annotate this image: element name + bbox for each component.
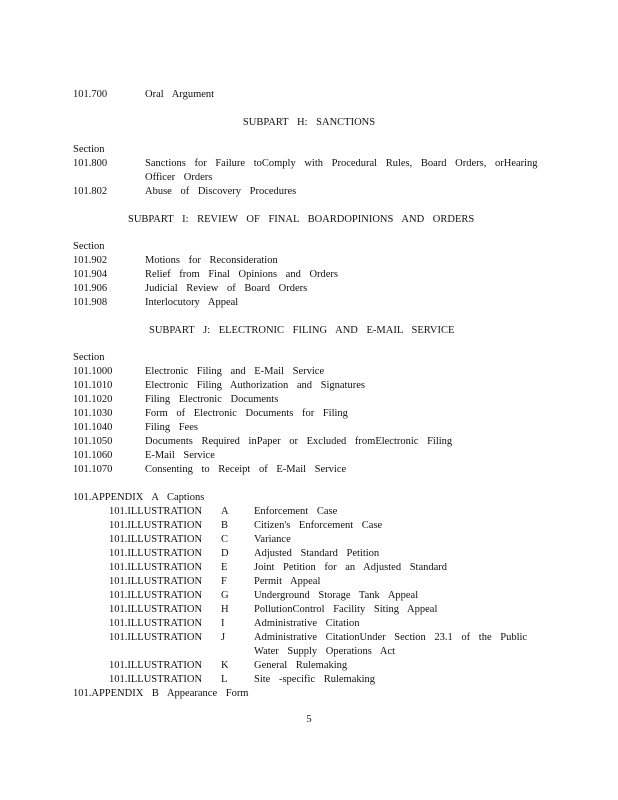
illustration-letter: K: [221, 660, 229, 671]
illustration-label: 101.ILLUSTRATION: [109, 618, 203, 629]
section-title: Abuse of Discovery Procedures: [145, 186, 297, 197]
section-number: 101.802: [73, 186, 108, 197]
illustration-title: Citizen's Enforcement Case: [254, 520, 383, 531]
section-number: 101.1070: [73, 464, 113, 475]
illustration-label: 101.ILLUSTRATION: [109, 520, 203, 531]
illustration-title: Variance: [254, 534, 291, 545]
illustration-letter: J: [221, 632, 226, 643]
section-number: 101.1030: [73, 408, 113, 419]
illustration-title: Administrative CitationUnder Section 23.1 of the Public: [254, 632, 528, 643]
section-number: 101.908: [73, 297, 108, 308]
section-title: Electronic Filing Authorization and Signatures: [145, 380, 365, 391]
section-label: Section: [73, 144, 105, 155]
section-number: 101.1000: [73, 366, 113, 377]
illustration-title: General Rulemaking: [254, 660, 348, 671]
section-number: 101.906: [73, 283, 108, 294]
illustration-label: 101.ILLUSTRATION: [109, 506, 203, 517]
illustration-title: Underground Storage Tank Appeal: [254, 590, 419, 601]
section-title: Relief from Final Opinions and Orders: [145, 269, 339, 280]
illustration-letter: G: [221, 590, 229, 601]
section-label: Section: [73, 352, 105, 363]
illustration-label: 101.ILLUSTRATION: [109, 674, 203, 685]
section-title: E-Mail Service: [145, 450, 215, 461]
illustration-label: 101.ILLUSTRATION: [109, 590, 203, 601]
subpart-heading: SUBPART J: ELECTRONIC FILING AND E-MAIL SERVICE: [149, 325, 455, 336]
section-number: 101.1060: [73, 450, 113, 461]
section-title: Oral Argument: [145, 89, 215, 100]
illustration-letter: I: [221, 618, 225, 629]
section-number: 101.1010: [73, 380, 113, 391]
illustration-label: 101.ILLUSTRATION: [109, 548, 203, 559]
illustration-label: 101.ILLUSTRATION: [109, 632, 203, 643]
section-title: Sanctions for Failure toComply with Procedural Rules, Board Orders, orHearing: [145, 158, 538, 169]
illustration-label: 101.ILLUSTRATION: [109, 660, 203, 671]
illustration-title: Adjusted Standard Petition: [254, 548, 380, 559]
section-title: Electronic Filing and E-Mail Service: [145, 366, 325, 377]
section-title: Filing Electronic Documents: [145, 394, 279, 405]
illustration-title: PollutionControl Facility Siting Appeal: [254, 604, 438, 615]
section-number: 101.1050: [73, 436, 113, 447]
section-title: Judicial Review of Board Orders: [145, 283, 308, 294]
section-title: Form of Electronic Documents for Filing: [145, 408, 348, 419]
subpart-heading: SUBPART H: SANCTIONS: [242, 117, 376, 128]
section-title: Interlocutory Appeal: [145, 297, 239, 308]
illustration-letter: E: [221, 562, 228, 573]
illustration-title: Site -specific Rulemaking: [254, 674, 376, 685]
illustration-letter: H: [221, 604, 229, 615]
appendix-label: 101.APPENDIX B Appearance Form: [73, 688, 249, 699]
section-number: 101.1040: [73, 422, 113, 433]
section-number: 101.700: [73, 89, 108, 100]
illustration-title: Administrative Citation: [254, 618, 360, 629]
section-title: Documents Required inPaper or Excluded fromElectronic Filing: [145, 436, 453, 447]
illustration-letter: C: [221, 534, 229, 545]
section-title-continued: Officer Orders: [145, 172, 213, 183]
section-number: 101.904: [73, 269, 108, 280]
illustration-label: 101.ILLUSTRATION: [109, 562, 203, 573]
illustration-letter: A: [221, 506, 229, 517]
subpart-heading: SUBPART I: REVIEW OF FINAL BOARDOPINIONS AND ORDERS: [128, 214, 475, 225]
illustration-letter: F: [221, 576, 227, 587]
section-title: Motions for Reconsideration: [145, 255, 278, 266]
section-number: 101.902: [73, 255, 108, 266]
illustration-title: Joint Petition for an Adjusted Standard: [254, 562, 448, 573]
section-title: Filing Fees: [145, 422, 198, 433]
illustration-label: 101.ILLUSTRATION: [109, 576, 203, 587]
appendix-label: 101.APPENDIX A Captions: [73, 492, 205, 503]
page-number: 5: [306, 714, 312, 725]
illustration-letter: B: [221, 520, 229, 531]
illustration-title-continued: Water Supply Operations Act: [254, 646, 396, 657]
illustration-label: 101.ILLUSTRATION: [109, 534, 203, 545]
illustration-letter: L: [221, 674, 228, 685]
section-title: Consenting to Receipt of E-Mail Service: [145, 464, 347, 475]
section-number: 101.1020: [73, 394, 113, 405]
section-label: Section: [73, 241, 105, 252]
illustration-letter: D: [221, 548, 229, 559]
illustration-title: Permit Appeal: [254, 576, 321, 587]
section-number: 101.800: [73, 158, 108, 169]
illustration-label: 101.ILLUSTRATION: [109, 604, 203, 615]
illustration-title: Enforcement Case: [254, 506, 338, 517]
